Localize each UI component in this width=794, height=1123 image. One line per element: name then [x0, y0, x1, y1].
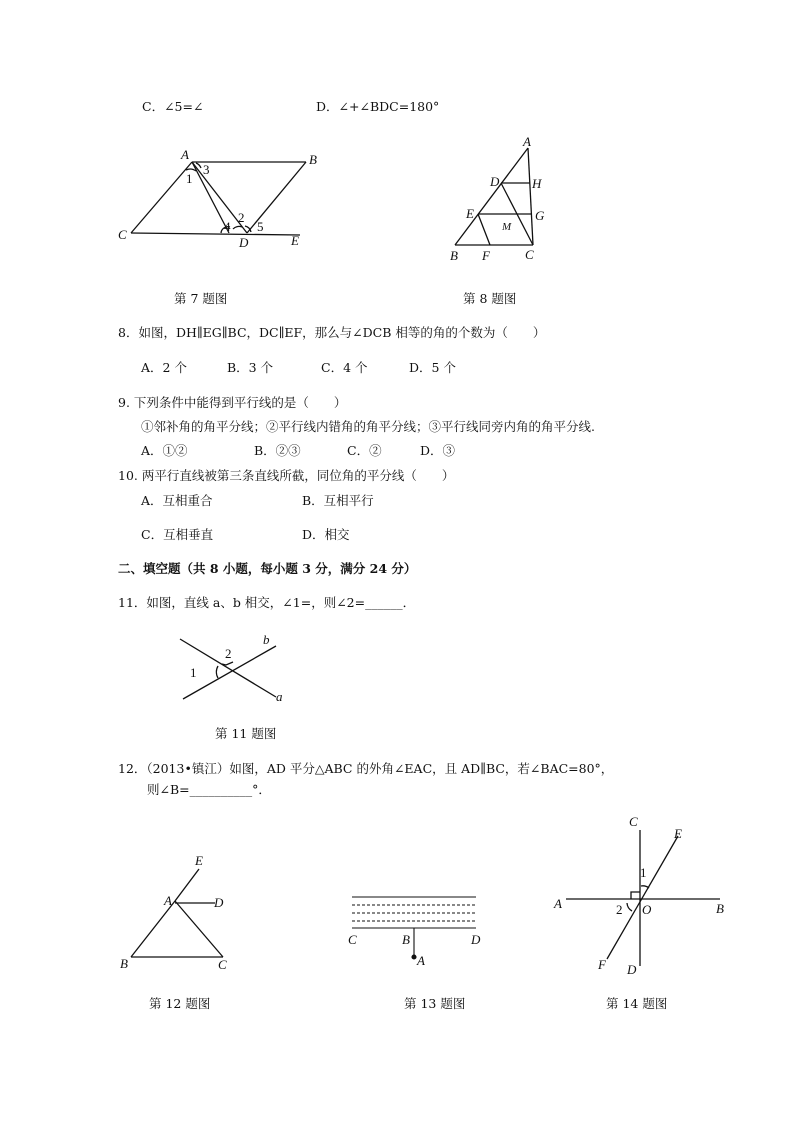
- fig7-angle-4: 4: [224, 219, 231, 234]
- fig8-label-f: F: [482, 248, 490, 263]
- fig12-label-d: D: [214, 895, 224, 910]
- q12-line2: 则∠B=__________°．: [147, 782, 271, 797]
- q10-text: 10. 两平行直线被第三条直线所截，同位角的平分线（ ）: [118, 468, 455, 483]
- figure-12-labels: [120, 853, 227, 972]
- q10-option-b: B．互相平行: [302, 493, 374, 508]
- figure-7: [131, 162, 306, 235]
- fig11-angle-1: 1: [190, 665, 197, 680]
- fig8-label-m: M: [502, 221, 512, 233]
- fig14-label-d: D: [627, 962, 637, 977]
- fig7-label-b: B: [309, 152, 317, 167]
- fig7-label-c: C: [118, 227, 127, 242]
- fig7-angle-2: 2: [238, 210, 245, 225]
- fig14-label-c: C: [629, 814, 638, 829]
- q8-option-a: A．2 个: [141, 360, 187, 375]
- fig7-angle-1: 1: [186, 171, 193, 186]
- fig14-label-e: E: [674, 826, 682, 841]
- fig12-label-a: A: [164, 893, 172, 908]
- fig8-label-g: G: [535, 208, 545, 223]
- fig12-label-b: B: [120, 956, 128, 971]
- fig13-label-d: D: [471, 932, 481, 947]
- fig14-label-f: F: [598, 957, 606, 972]
- q7-option-d: D．∠+∠BDC=180°: [316, 99, 440, 114]
- q9-option-a: A．①②: [141, 443, 188, 458]
- fig7-angle-3: 3: [203, 162, 210, 177]
- fig14-angle-2: 2: [616, 902, 623, 917]
- fig7-label-d: D: [239, 235, 249, 250]
- fig12-label-e: E: [195, 853, 203, 868]
- fig14-label-a: A: [554, 896, 562, 911]
- q7-option-c: C．∠5=∠: [142, 99, 204, 114]
- fig14-caption: 第 14 题图: [606, 996, 668, 1011]
- fig13-label-b: B: [402, 932, 410, 947]
- q8-text: 8．如图，DH∥EG∥BC，DC∥EF，那么与∠DCB 相等的角的个数为（ ）: [118, 325, 546, 340]
- fig7-label-e: E: [291, 233, 299, 248]
- fig8-label-a: A: [523, 134, 531, 149]
- fig8-label-h: H: [532, 176, 542, 191]
- fig13-label-a: A: [417, 953, 425, 968]
- q10-option-c: C．互相垂直: [141, 527, 214, 542]
- q9-option-c: C．②: [347, 443, 382, 458]
- fig13-caption: 第 13 题图: [404, 996, 466, 1011]
- figure-8: [455, 148, 533, 245]
- fig13-label-c: C: [348, 932, 357, 947]
- q9-text: 9. 下列条件中能得到平行线的是（ ）: [118, 395, 347, 410]
- fig8-caption: 第 8 题图: [463, 291, 517, 306]
- q8-option-b: B．3 个: [227, 360, 274, 375]
- fig7-angle-5: 5: [257, 219, 264, 234]
- q9-option-d: D．③: [420, 443, 456, 458]
- q8-option-c: C．4 个: [321, 360, 368, 375]
- fig8-label-d: D: [490, 174, 500, 189]
- q8-option-d: D．5 个: [409, 360, 456, 375]
- fig11-angle-2: 2: [225, 646, 232, 661]
- fig11-label-b: b: [263, 632, 270, 647]
- section-heading: 二、填空题（共 8 小题，每小题 3 分，满分 24 分）: [118, 561, 417, 576]
- fig12-label-c: C: [218, 957, 227, 972]
- figure-13: [352, 897, 476, 959]
- fig11-caption: 第 11 题图: [215, 726, 277, 741]
- fig8-label-b: B: [450, 248, 458, 263]
- fig8-label-c: C: [525, 247, 534, 262]
- fig11-label-a: a: [276, 689, 283, 704]
- fig12-caption: 第 12 题图: [149, 996, 211, 1011]
- fig7-caption: 第 7 题图: [174, 291, 228, 306]
- q9-option-b: B．②③: [254, 443, 301, 458]
- q10-option-d: D．相交: [302, 527, 350, 542]
- q9-conditions: ①邻补角的角平分线；②平行线内错角的角平分线；③平行线同旁内角的角平分线.: [141, 419, 595, 434]
- fig14-angle-1: 1: [640, 865, 647, 880]
- fig7-label-a: A: [181, 147, 189, 162]
- fig14-label-b: B: [716, 901, 724, 916]
- figure-14-labels: [553, 814, 724, 977]
- fig8-label-e: E: [466, 206, 474, 221]
- q11-text: 11．如图，直线 a、b 相交，∠1=，则∠2=______．: [118, 595, 416, 610]
- figure-14: [566, 830, 720, 966]
- fig14-label-o: O: [642, 902, 652, 917]
- q10-option-a: A．互相重合: [141, 493, 213, 508]
- q12-line1: 12．（2013•镇江）如图，AD 平分△ABC 的外角∠EAC，且 AD∥BC，若∠BAC=80°，: [118, 761, 614, 776]
- figure-12: [131, 869, 223, 957]
